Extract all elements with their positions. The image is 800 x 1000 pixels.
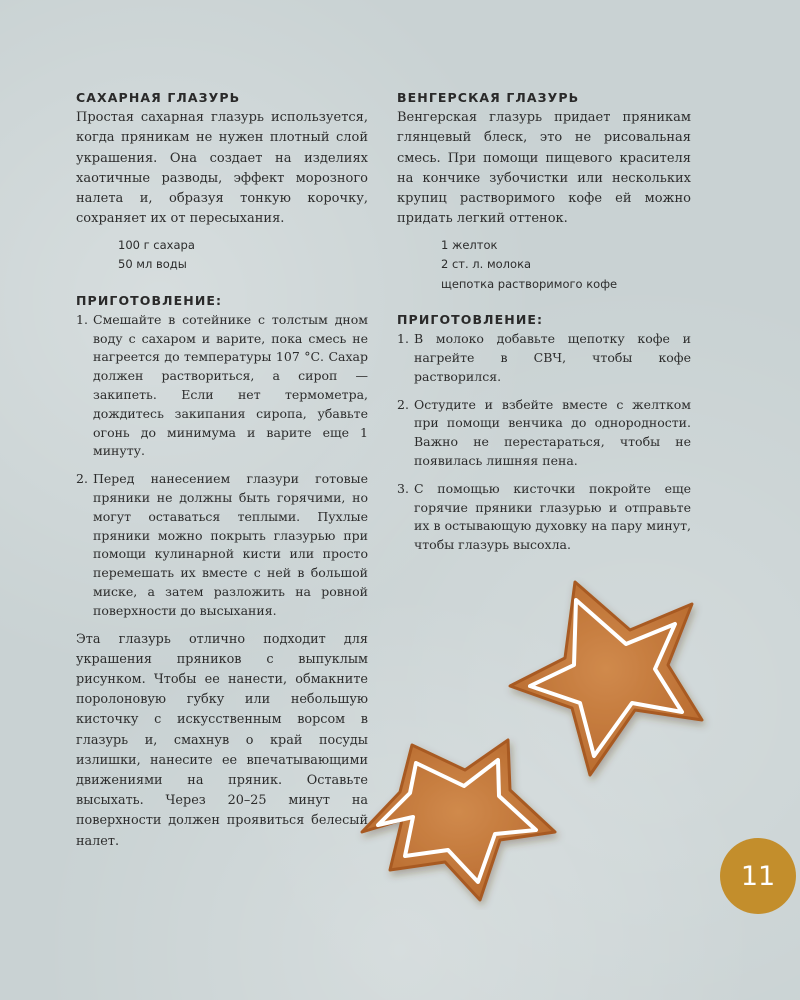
sugar-glaze-intro: Простая сахарная глазурь используется, когда пряникам не нужен плотный слой украшения. Она создает на изделиях хаотичные разводы, эффект морозного налета и, образуя тонкую корочку, сохраняет их от пересыхания. [76,110,368,227]
sugar-glaze-column [76,90,368,852]
ingredient: 100 г сахара [118,237,195,252]
hungarian-glaze-title: ВЕНГЕРСКАЯ ГЛАЗУРЬ [397,90,580,105]
step-number: 2. [397,396,409,412]
step-text: В молоко добавьте щепотку кофе и нагрейте в СВЧ, чтобы кофе растворился. [414,331,691,384]
step-item [397,396,691,471]
step-text: С помощью кисточки покройте еще горячие пряники глазурью и отправьте их в остывающую духовку на пару минут, чтобы глазурь высохла. [414,480,691,553]
hungarian-glaze-intro: Венгерская глазурь придает пряникам глянцевый блеск, это не рисовальная смесь. При помощи пищевого красителя на кончике зубочистки или нескольких крупиц растворимого кофе ей можно придать легкий оттенок. [397,110,691,227]
sugar-glaze-steps [76,311,368,621]
gingerbread-stars-illustration [350,570,720,910]
sugar-glaze-closing: Эта глазурь отлично подходит для украшения пряников с выпуклым рисунком. Чтобы ее нанести, обмакните поролоновую губку или небольшую кисточку с искусственным ворсом в глазурь и, смахнув о край посуды излишки, нанесите ее впечатывающими движениями на пряник. Оставьте высыхать. Через 20–25 минут на поверхности должен проявиться белесый налет. [76,631,368,849]
step-text: Смешайте в сотейнике с толстым дном воду с сахаром и варите, пока смесь не нагреется до температуры 107 °С. Сахар должен раствориться, а сироп — закипеть. Если нет термометра, дождитесь закипания сиропа, убавьте огонь до минимума и варите еще 1 минуту. [93,311,368,459]
step-text: Остудите и взбейте вместе с желтком при помощи венчика до однородности. Важно не перестараться, чтобы не появилась лишняя пена. [414,396,691,469]
sugar-glaze-title: САХАРНАЯ ГЛАЗУРЬ [76,90,241,105]
ingredient: 2 ст. л. молока [441,257,532,272]
step-number: 3. [397,480,409,496]
step-item [397,480,691,555]
hungarian-glaze-steps [397,330,691,555]
page-number: 11 [740,860,776,892]
step-item [76,470,368,620]
ingredient: 50 мл воды [118,257,187,272]
hungarian-glaze-column [397,90,691,564]
step-item [76,311,368,461]
hungarian-glaze-ingredients [441,236,691,295]
ingredient: 1 желток [441,237,498,252]
step-text: Перед нанесением глазури готовые пряники не должны быть горячими, но могут оставаться теплыми. Пухлые пряники можно покрыть глазурью при помощи кулинарной кисти или просто перемешать их вместе с ней в большой миске, а затем разложить на ровной поверхности до высыхания. [93,471,368,618]
star-cookie-upper [510,582,702,775]
star-cookie-lower [362,740,555,900]
sugar-glaze-prep-title: ПРИГОТОВЛЕНИЕ: [76,292,223,308]
step-number: 1. [397,331,409,347]
step-number: 1. [76,311,88,327]
hungarian-glaze-prep-title: ПРИГОТОВЛЕНИЕ: [397,312,544,328]
step-number: 2. [76,471,88,487]
step-item [397,330,691,386]
page-number-badge [720,838,796,914]
sugar-glaze-ingredients [118,236,368,275]
ingredient: щепотка растворимого кофе [441,276,618,291]
